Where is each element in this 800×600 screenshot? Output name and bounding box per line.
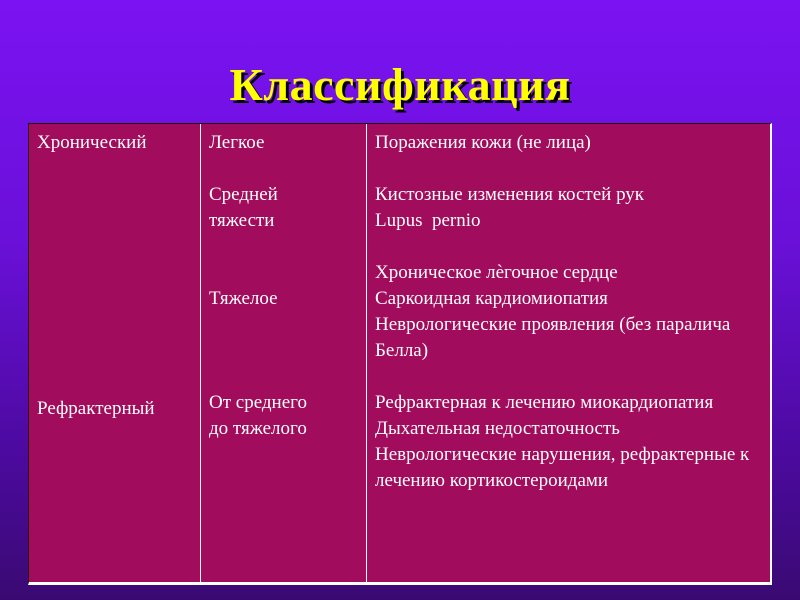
cell-chronic: Хронический <box>37 132 147 153</box>
table-column-type <box>29 124 201 582</box>
slide-title: Классификация <box>229 59 571 110</box>
cell-manifestations-list: Поражения кожи (не лица) Кистозные изменения костей рук Lupus pernio Хроническое лѐгочное сердце Саркоидная кардиомиопатия Неврологические проявления (без паралича Белла) Рефрактерная к лечению миокардиопатия Дыхательная недостаточность Неврологические нарушения, рефрактерные к лечению кортикостероидами <box>375 132 750 491</box>
cell-refractory: Рефрактерный <box>37 398 155 419</box>
classification-table <box>28 123 772 585</box>
table-column-manifestations <box>367 124 771 582</box>
cell-severity-list: Легкое Средней тяжести Тяжелое От среднего до тяжелого <box>209 132 307 439</box>
table-column-severity <box>201 124 367 582</box>
